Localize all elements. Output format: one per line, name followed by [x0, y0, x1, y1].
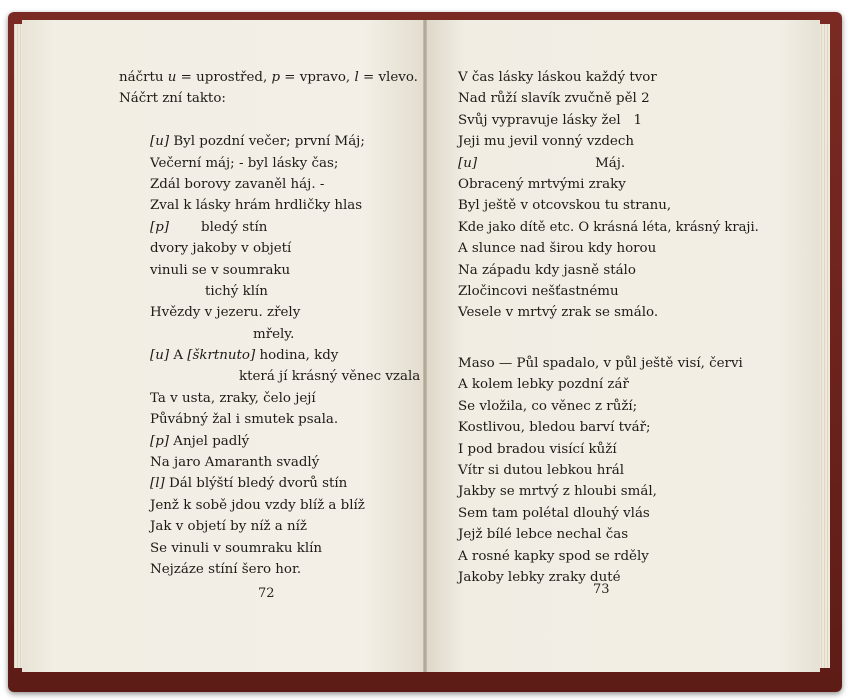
- verse-line: Večerní máj; - byl lásky čas;: [150, 155, 339, 171]
- verse-line: Jeji mu jevil vonný vzdech: [458, 134, 634, 150]
- verse-line: Svůj vypravuje lásky žel 1: [458, 112, 643, 128]
- verse-line: Ta v usta, zraky, čelo její: [150, 390, 316, 406]
- verse-line: Zločincovi nešťastnému: [458, 283, 619, 299]
- verse-line: Jejž bílé lebce nechal čas: [458, 527, 629, 543]
- verse-line: dvory jakoby v objetí: [150, 241, 292, 257]
- verse-line: Zdál borovy zavaněl háj. -: [150, 176, 325, 192]
- position-mark: [l]: [150, 476, 165, 492]
- verse-line: Kde jako dítě etc. O krásná léta, krásný kraji.: [458, 219, 759, 235]
- verse-line: Hvězdy v jezeru. zřely: [150, 305, 301, 321]
- verse-line: [p] Anjel padlý: [150, 433, 250, 449]
- verse-line: Nejzáze stíní šero hor.: [150, 561, 302, 577]
- verse-line: Jenž k sobě jdou vzdy blíž a blíž: [150, 497, 365, 513]
- verse-line: [u] Byl pozdní večer; první Máj;: [150, 134, 365, 150]
- verse-line: Vítr si dutou lebkou hrál: [458, 463, 625, 479]
- verse-line: Nad růží slavík zvučně pěl 2: [458, 91, 650, 107]
- legend-p: p: [271, 70, 281, 85]
- legend-l: l: [354, 70, 359, 85]
- book-gutter: [423, 20, 427, 672]
- page-number-left: 72: [258, 586, 275, 601]
- verse-line: Maso — Půl spadalo, v půl ještě visí, červi: [458, 356, 743, 372]
- verse-line: Zval k lásky hrám hrdličky hlas: [150, 198, 363, 214]
- verse-line: Na západu kdy jasně stálo: [458, 262, 636, 278]
- position-mark: [p]: [150, 433, 170, 449]
- intro-line: Náčrt zní takto:: [119, 91, 226, 107]
- verse-line: Sem tam polétal dlouhý vlás: [458, 505, 650, 521]
- verse-line: [l] Dál blýští bledý dvorů stín: [150, 476, 348, 492]
- verse-line: [u] A [škrtnuto] hodina, kdy: [150, 348, 339, 364]
- struck-out-note: [škrtnuto]: [187, 348, 256, 364]
- verse-line: [p] bledý stín: [150, 219, 268, 235]
- legend-u: u: [167, 70, 177, 85]
- left-page-text: [119, 67, 420, 580]
- verse-line: A slunce nad širou kdy horou: [458, 241, 657, 257]
- page-number-right: 73: [593, 582, 610, 597]
- verse-line: která jí krásný věnec vzala: [239, 369, 421, 385]
- legend-eq1: = uprostřed,: [176, 70, 272, 85]
- verse-line: Kostlivou, bledou barví tvář;: [458, 420, 651, 436]
- verse-line: A rosné kapky spod se rděly: [458, 548, 649, 564]
- legend-prefix: náčrtu: [119, 70, 168, 85]
- verse-line: Jakoby lebky zraky duté: [458, 569, 621, 585]
- position-mark: [u]: [150, 348, 170, 364]
- position-mark: [u]: [150, 134, 170, 150]
- verse-line: [u] Máj.: [458, 155, 626, 171]
- position-mark: [p]: [150, 219, 170, 235]
- legend-eq3: = vlevo.: [358, 70, 418, 85]
- verse-line: Půvábný žal i smutek psala.: [150, 412, 339, 428]
- verse-line: Jak v objetí by níž a níž: [150, 519, 307, 535]
- verse-line: Byl ještě v otcovskou tu stranu,: [458, 198, 672, 214]
- verse-line: Obracený mrtvými zraky: [458, 176, 626, 192]
- sketch-legend-line: [119, 67, 420, 88]
- verse-line: tichý klín: [205, 283, 268, 299]
- verse-line: Na jaro Amaranth svadlý: [150, 455, 320, 471]
- verse-line: Jakby se mrtvý z hloubi smál,: [458, 484, 657, 500]
- verse-line: Se vinuli v soumraku klín: [150, 540, 323, 556]
- verse-line: Vesele v mrtvý zrak se smálo.: [458, 305, 659, 321]
- position-mark: [u]: [458, 155, 478, 171]
- verse-line: mřely.: [253, 326, 295, 342]
- verse-line: vinuli se v soumraku: [150, 262, 291, 278]
- verse-line: A kolem lebky pozdní zář: [458, 377, 629, 393]
- verse-line: Se vložila, co věnec z růží;: [458, 398, 638, 414]
- right-page-text: [458, 67, 759, 588]
- legend-eq2: = vpravo,: [280, 70, 355, 85]
- verse-line: V čas lásky láskou každý tvor: [458, 70, 657, 85]
- verse-line: I pod bradou visící kůží: [458, 441, 617, 457]
